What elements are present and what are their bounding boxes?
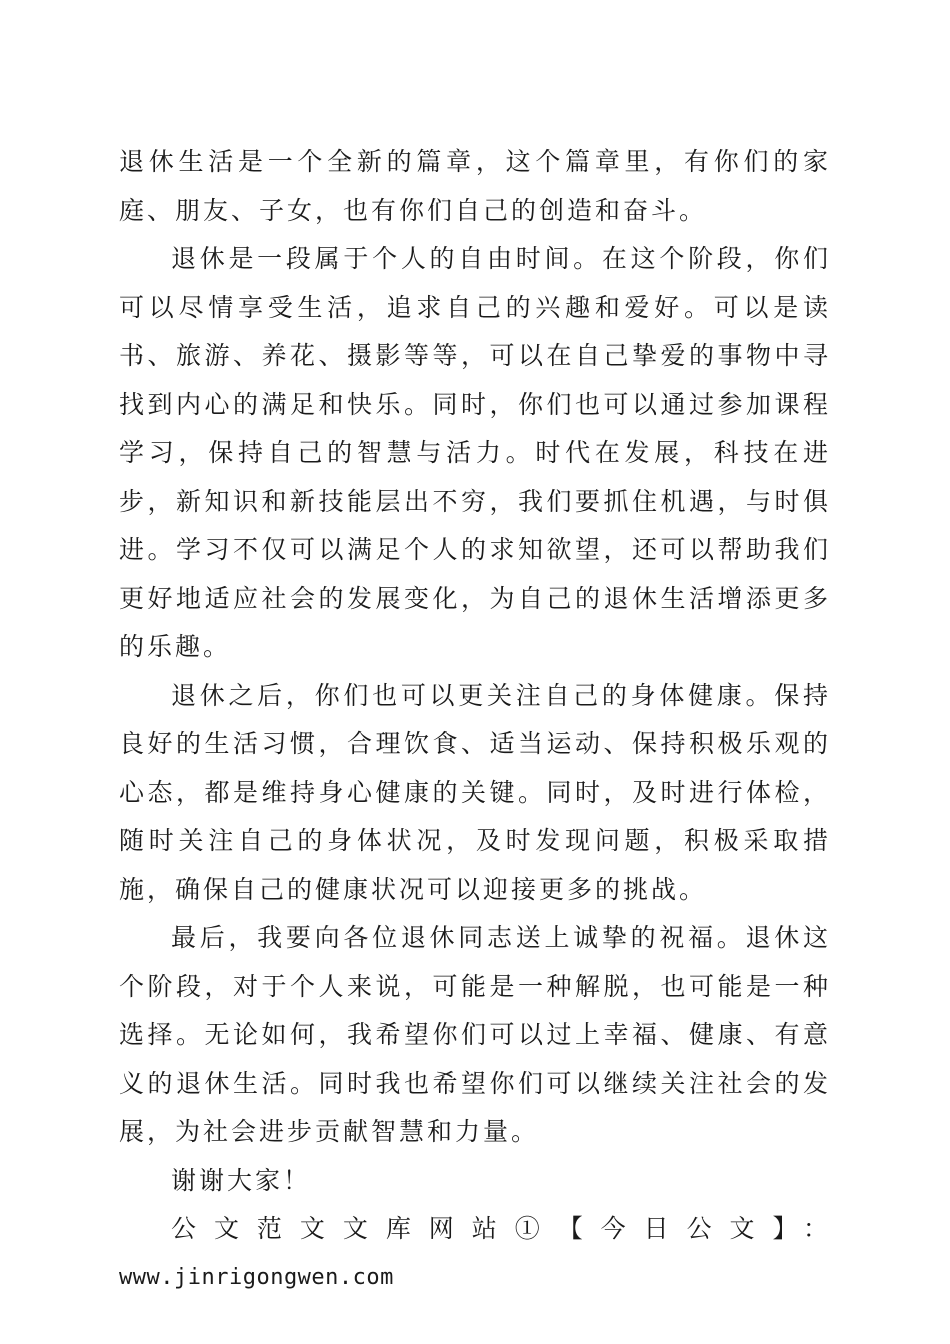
paragraph-continuation: 退休生活是一个全新的篇章，这个篇章里，有你们的家庭、朋友、子女，也有你们自己的创造和奋斗。	[119, 147, 831, 225]
footer-site-name: 公文范文文库网站①【今日公文】：	[171, 1214, 831, 1243]
paragraph-thanks: 谢谢大家！	[171, 1165, 312, 1195]
footer-url[interactable]: www.jinrigongwen.com	[119, 1264, 394, 1290]
document-body	[119, 138, 831, 1302]
paragraph-free-time: 退休是一段属于个人的自由时间。在这个阶段，你们可以尽情享受生活，追求自己的兴趣和爱好。可以是读书、旅游、养花、摄影等等，可以在自己挚爱的事物中寻找到内心的满足和快乐。同时，你们也可以通过参加课程学习，保持自己的智慧与活力。时代在发展，科技在进步，新知识和新技能层出不穷，我们要抓住机遇，与时俱进。学习不仅可以满足个人的求知欲望，还可以帮助我们更好地适应社会的发展变化，为自己的退休生活增添更多的乐趣。	[119, 244, 831, 661]
paragraph-health: 退休之后，你们也可以更关注自己的身体健康。保持良好的生活习惯，合理饮食、适当运动、保持积极乐观的心态，都是维持身心健康的关键。同时，及时进行体检，随时关注自己的身体状况，及时发现问题，积极采取措施，确保自己的健康状况可以迎接更多的挑战。	[119, 680, 831, 904]
paragraph-blessing: 最后，我要向各位退休同志送上诚挚的祝福。退休这个阶段，对于个人来说，可能是一种解脱，也可能是一种选择。无论如何，我希望你们可以过上幸福、健康、有意义的退休生活。同时我也希望你们可以继续关注社会的发展，为社会进步贡献智慧和力量。	[119, 923, 831, 1146]
